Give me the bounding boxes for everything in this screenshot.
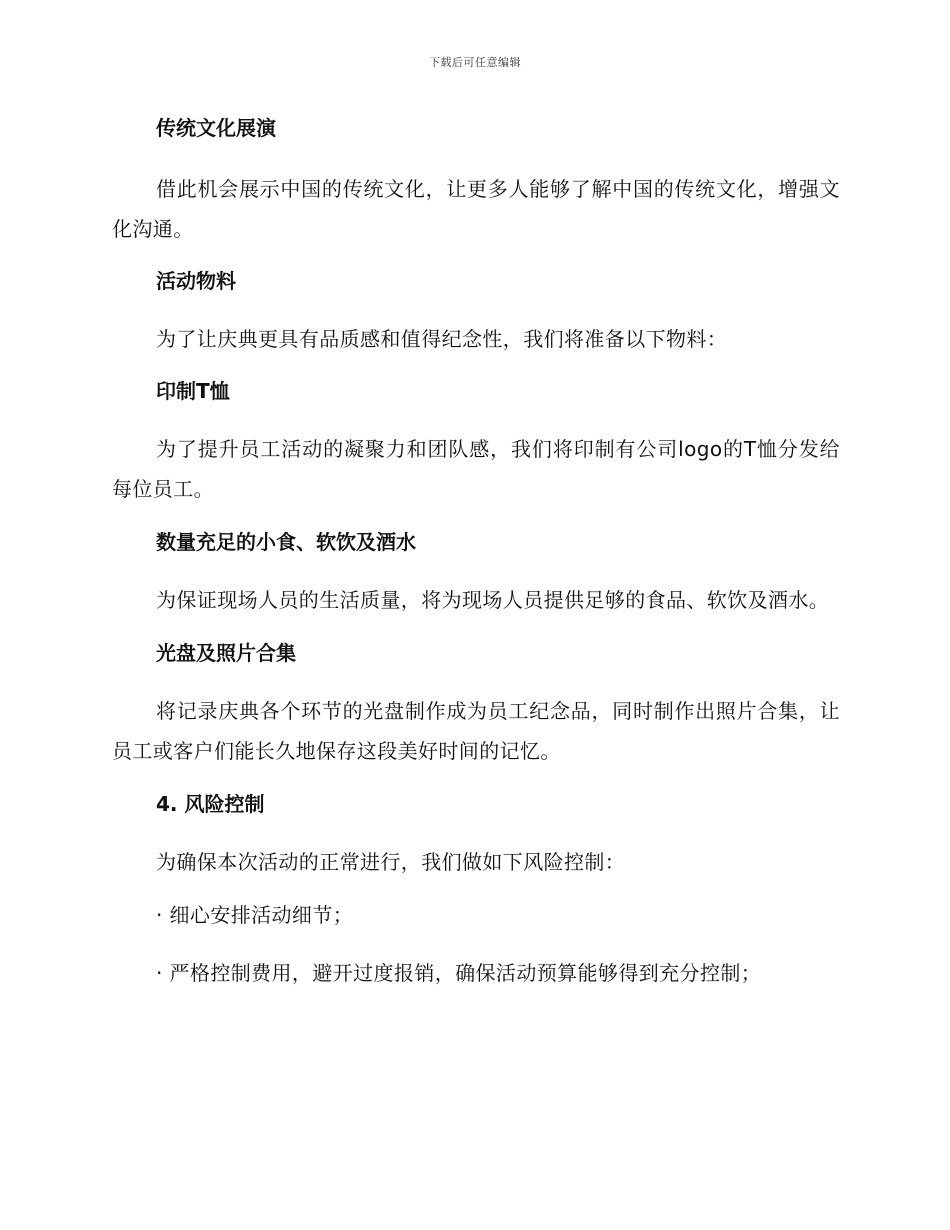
risk-bullet-item: · 细心安排活动细节； — [156, 903, 354, 927]
section-heading-risk: 4. 风险控制 — [156, 792, 265, 816]
section-text-tshirt: 为了提升员工活动的凝聚力和团队感，我们将印制有公司logo的T恤分发给每位员工。 — [112, 437, 840, 501]
section-text-disc: 将记录庆典各个环节的光盘制作成为员工纪念品，同时制作出照片合集，让员工或客户们能长久地保存这段美好时间的记忆。 — [112, 699, 840, 763]
section-text-risk: 为确保本次活动的正常进行，我们做如下风险控制： — [156, 850, 626, 874]
section-text-culture: 借此机会展示中国的传统文化，让更多人能够了解中国的传统文化，增强文化沟通。 — [112, 177, 840, 241]
document-body — [112, 113, 840, 988]
header-note: 下载后可任意编辑 — [429, 56, 521, 69]
section-heading-tshirt: 印制T恤 — [156, 379, 230, 403]
risk-bullet-item: · 严格控制费用，避开过度报销，确保活动预算能够得到充分控制； — [156, 961, 762, 985]
section-text-materials: 为了让庆典更具有品质感和值得纪念性，我们将准备以下物料： — [156, 327, 728, 351]
section-heading-materials: 活动物料 — [156, 269, 236, 293]
section-heading-culture: 传统文化展演 — [156, 116, 276, 140]
section-heading-disc: 光盘及照片合集 — [156, 641, 296, 665]
section-heading-food: 数量充足的小食、软饮及酒水 — [156, 530, 416, 554]
section-text-food: 为保证现场人员的生活质量，将为现场人员提供足够的食品、软饮及酒水。 — [156, 588, 830, 612]
